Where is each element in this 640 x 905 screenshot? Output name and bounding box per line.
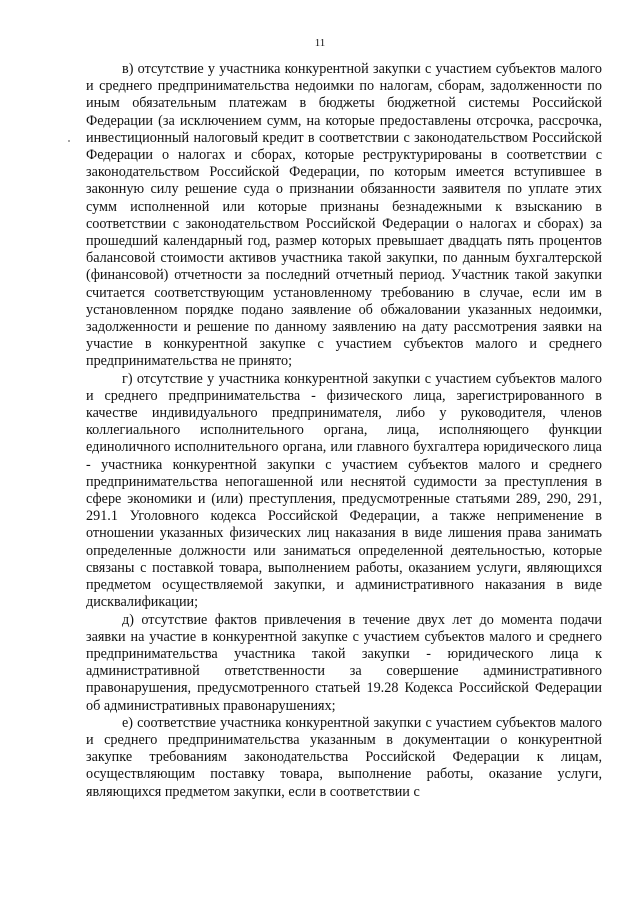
paragraph-e: е) соответствие участника конкурентной закупки с участием субъектов малого и среднего предпринимательства указанным в документации о конкурентной закупке требованиям законодательства Российской Федерации к лицам, осуществляющим поставку товара, выполнение работы, оказание услуги, являющихся предметом закупки, если в соответствии с — [86, 714, 602, 800]
paragraph-g: г) отсутствие у участника конкурентной закупки с участием субъектов малого и среднего предпринимательства - физического лица, зарегистрированного в качестве индивидуального предпринимателя, либо у руководителя, членов коллегиального исполнительного органа, лица, исполняющего функции единоличного исполнительного органа, или главного бухгалтера юридического лица - участника конкурентной закупки с участием субъектов малого и среднего предпринимательства непогашенной или неснятой судимости за преступления в сфере экономики и (или) преступления, предусмотренные статьями 289, 290, 291, 291.1 Уголовного кодекса Российской Федерации, а также неприменение в отношении указанных физических лиц наказания в виде лишения права занимать определенные должности или заниматься определенной деятельностью, которые связаны с поставкой товара, выполнением работы, оказанием услуги, являющихся предметом осуществляемой закупки, и административного наказания в виде дисквалификации; — [86, 370, 602, 611]
paragraph-v: в) отсутствие у участника конкурентной закупки с участием субъектов малого и среднего предпринимательства недоимки по налогам, сборам, задолженности по иным обязательным платежам в бюджеты бюджетной системы Российской Федерации (за исключением сумм, на которые предоставлены отсрочка, рассрочка, инвестиционный налоговый кредит в соответствии с законодательством Российской Федерации о налогах и сборах, которые реструктурированы в соответствии с законодательством Российской Федерации, по которым имеется вступившее в законную силу решение суда о признании обязанности заявителя по уплате этих сумм исполненной или которые признаны безнадежными к взысканию в соответствии с законодательством Российской Федерации о налогах и сборах) за прошедший календарный год, размер которых превышает двадцать пять процентов балансовой стоимости активов участника такой закупки, по данным бухгалтерской (финансовой) отчетности за последний отчетный период. Участник такой закупки считается соответствующим установленному требованию в случае, если им в установленном порядке подано заявление об обжаловании указанных недоимки, задолженности и решение по данному заявлению на дату рассмотрения заявки на участие в конкурентной закупке с участием субъектов малого и среднего предпринимательства не принято; — [86, 61, 602, 370]
document-body — [86, 61, 602, 801]
paragraph-d: д) отсутствие фактов привлечения в течение двух лет до момента подачи заявки на участие в конкурентной закупке с участием субъектов малого и среднего предпринимательства участника такой закупки - юридического лица к административной ответственности за совершение административного правонарушения, предусмотренного статьей 19.28 Кодекса Российской Федерации об административных правонарушениях; — [86, 611, 602, 714]
margin-mark — [68, 140, 70, 142]
page-number: 11 — [314, 37, 326, 49]
